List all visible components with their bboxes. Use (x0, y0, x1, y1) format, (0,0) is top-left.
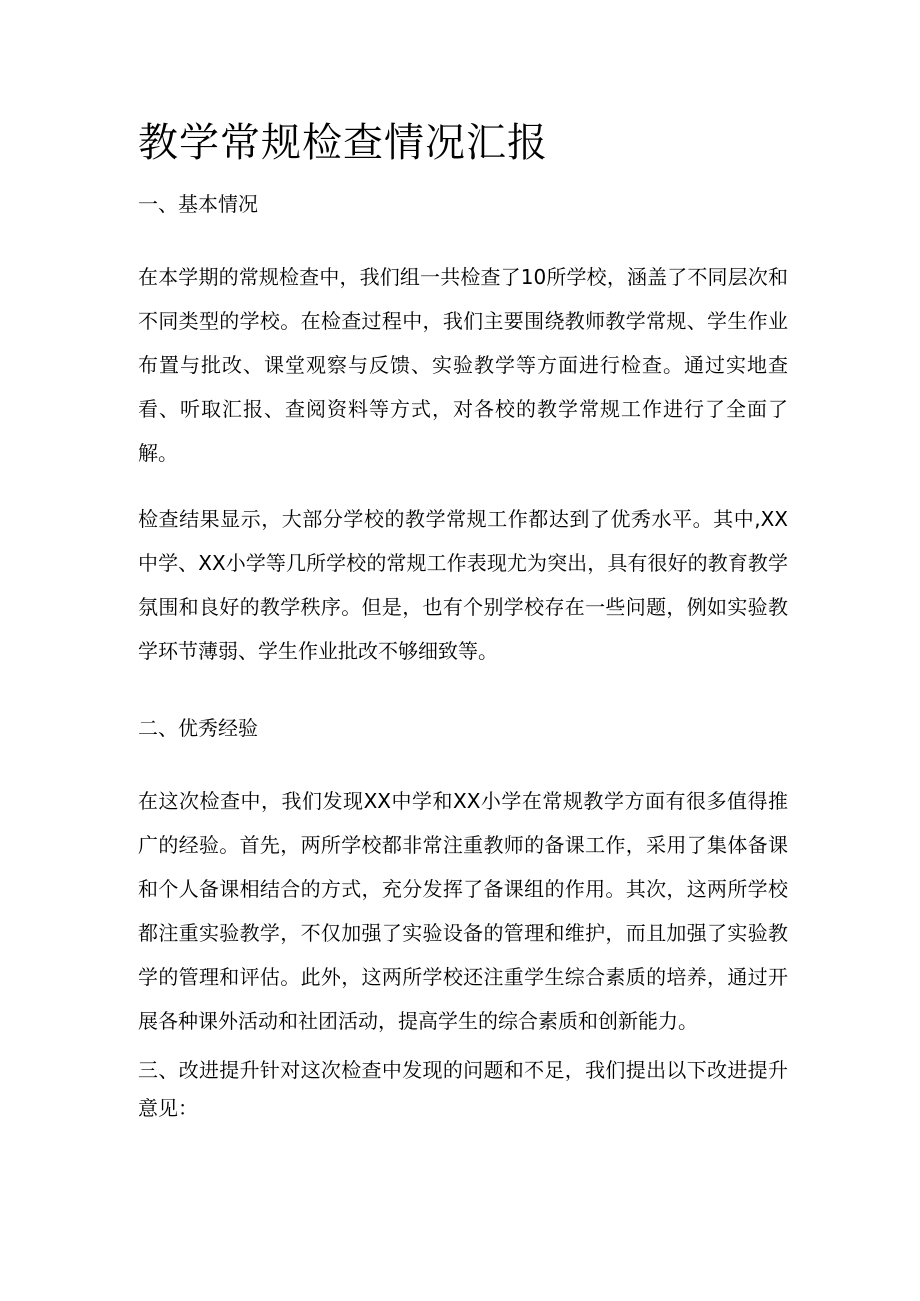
section-heading-basic-situation: 一、基本情况 (138, 192, 258, 216)
paragraph-improvement-intro: 三、改进提升针对这次检查中发现的问题和不足，我们提出以下改进提升意见： (138, 1058, 788, 1120)
paragraph-excellent-experience: 在这次检查中，我们发现XX中学和XX小学在常规教学方面有很多值得推广的经验。首先，两所学校都非常注重教师的备课工作，采用了集体备课和个人备课相结合的方式，充分发挥了备课组的作用。其次，这两所学校都注重实验教学，不仅加强了实验设备的管理和维护，而且加强了实验教学的管理和评估。此外，这两所学校还注重学生综合素质的培养，通过开展各种课外活动和社团活动，提高学生的综合素质和创新能力。 (138, 789, 788, 1033)
paragraph-inspection-results: 检查结果显示，大部分学校的教学常规工作都达到了优秀水平。其中,XX中学、XX小学等几所学校的常规工作表现尤为突出，具有很好的教育教学氛围和良好的教学秩序。但是，也有个别学校存在一些问题，例如实验教学环节薄弱、学生作业批改不够细致等。 (138, 507, 788, 663)
section-heading-excellent-experience: 二、优秀经验 (138, 716, 258, 740)
document-title: 教学常规检查情况汇报 (138, 120, 548, 166)
document-body (138, 112, 788, 1127)
paragraph-inspection-overview: 在本学期的常规检查中，我们组一共检查了10所学校，涵盖了不同层次和不同类型的学校。在检查过程中，我们主要围绕教师教学常规、学生作业布置与批改、课堂观察与反馈、实验教学等方面进行检查。通过实地查看、听取汇报、查阅资料等方式，对各校的教学常规工作进行了全面了解。 (138, 265, 788, 465)
